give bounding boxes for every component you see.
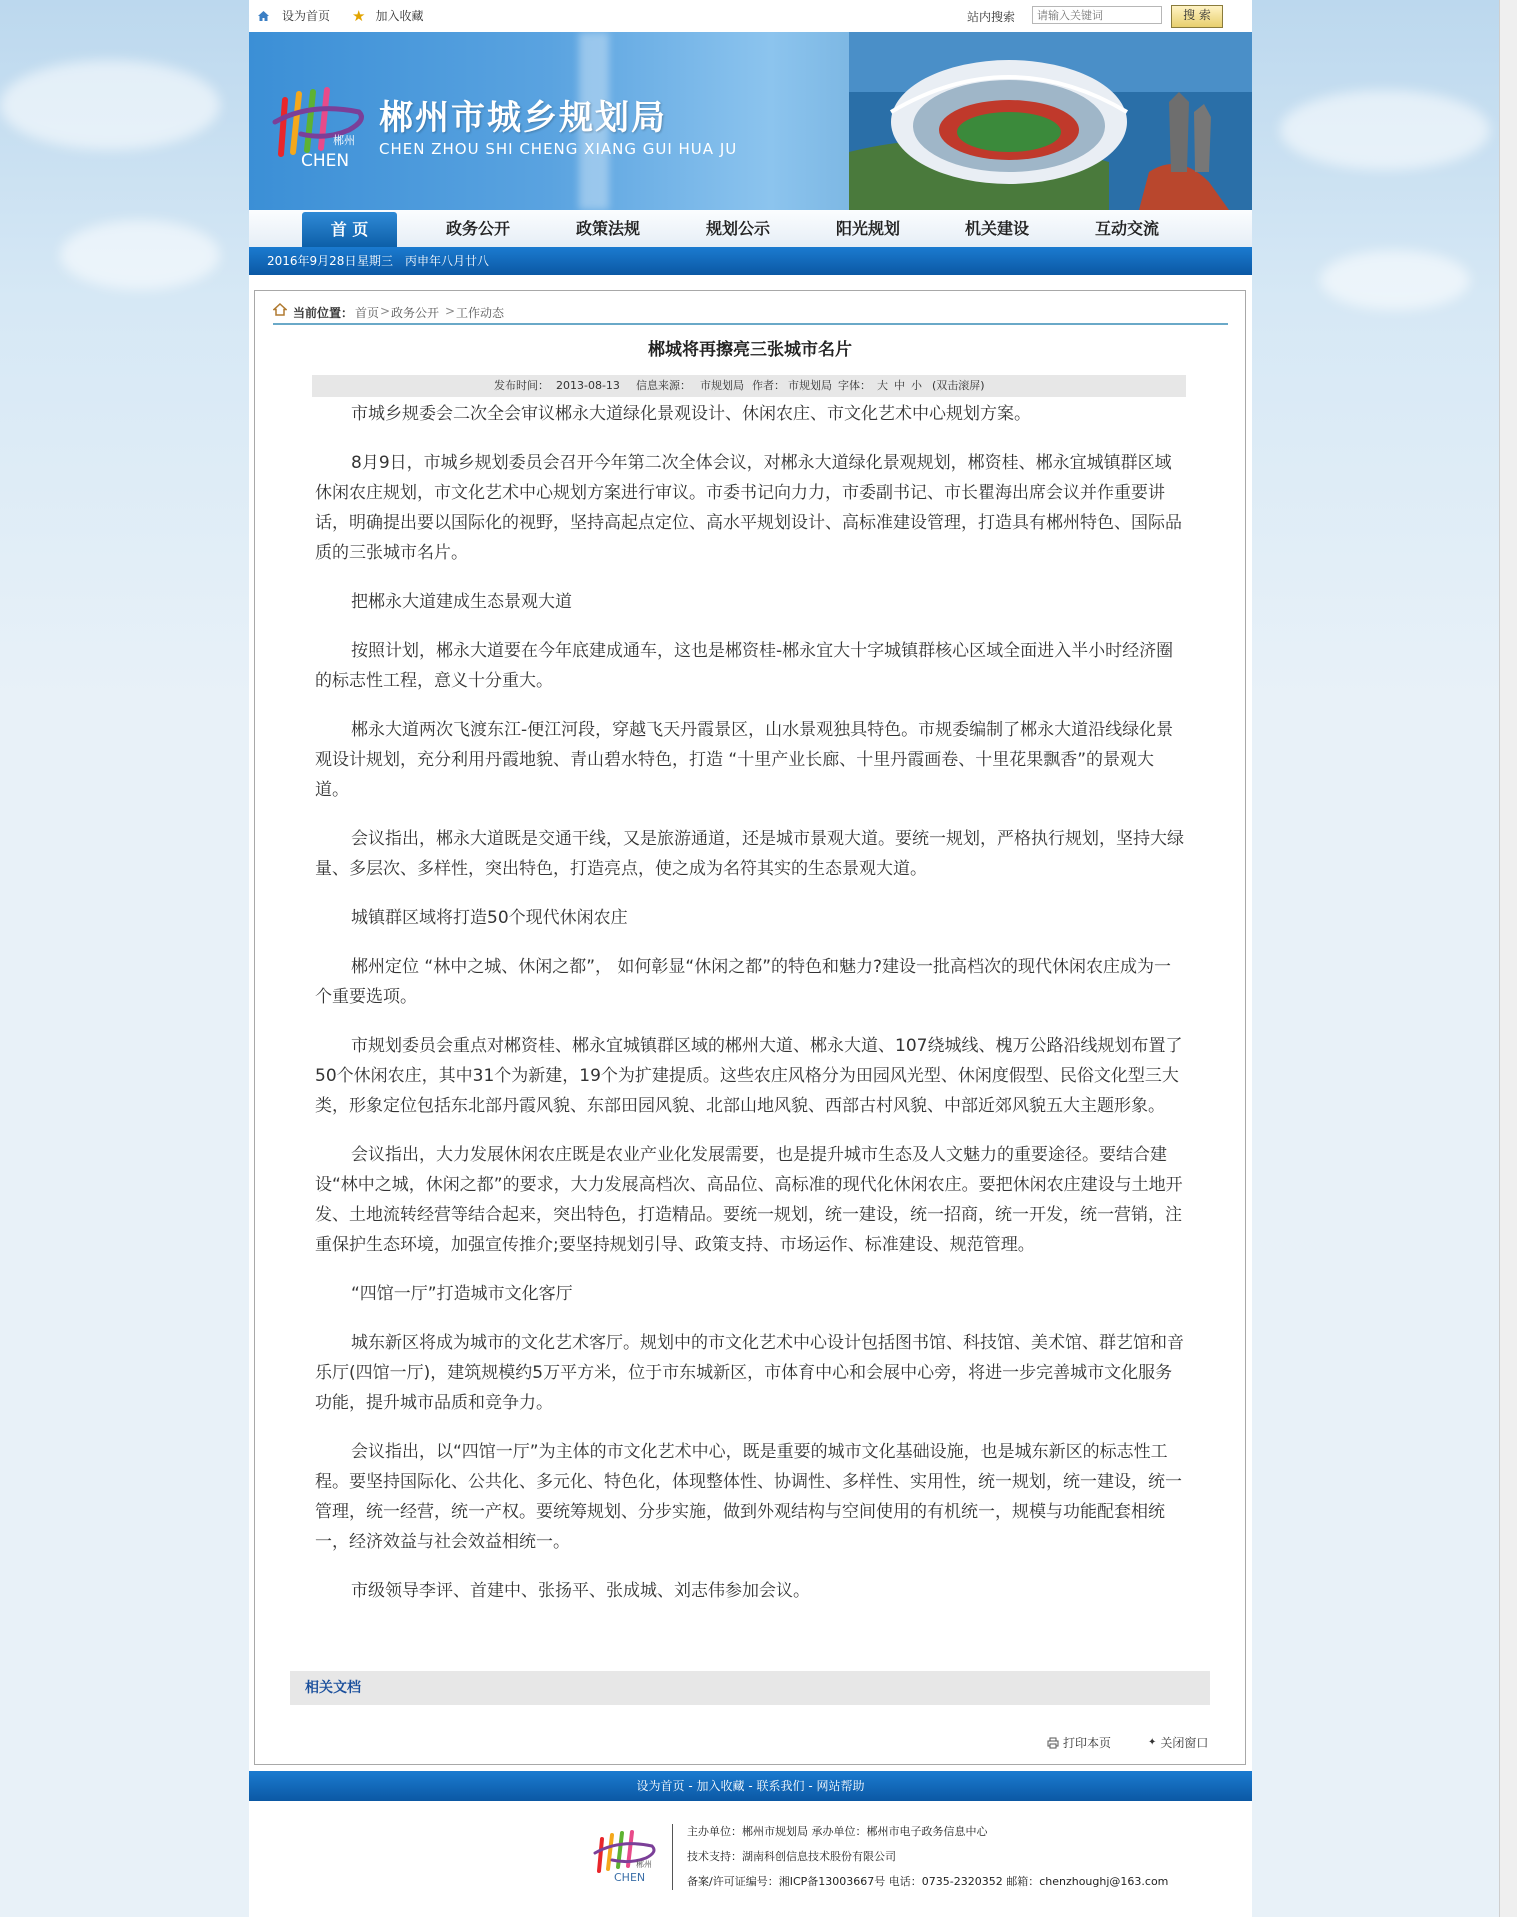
nav-item-policy[interactable]: 政策法规 — [575, 219, 640, 238]
top-bar — [249, 0, 1252, 32]
footer-separator: - — [744, 1779, 757, 1793]
author-label: 作者： — [752, 379, 785, 392]
article-paragraph: 会议指出，大力发展休闲农庄既是农业产业化发展需要，也是提升城市生态及人文魅力的重要途径。要结合建设“林中之城，休闲之都”的要求，大力发展高档次、高品位、高标准的现代化休闲农庄。要把休闲农庄建设与土地开发、土地流转经营等结合起来，突出特色，打造精品。要统一规划，统一建设，统一招商，统一开发，统一营销，注重保护生态环境，加强宣传推介;要坚持规划引导、政策支持、市场运作、标准建设、规范管理。 — [315, 1145, 1183, 1255]
font-size-label: 字体： — [838, 379, 871, 392]
search-label: 站内搜索 — [967, 10, 1016, 24]
set-home-label: 设为首页 — [282, 9, 331, 23]
source-value: 市规划局 — [700, 379, 744, 392]
background-cloud — [0, 60, 220, 150]
source-label: 信息来源： — [636, 379, 691, 392]
main-nav — [249, 210, 1252, 248]
article-meta — [312, 375, 1186, 397]
nav-item-agency-building[interactable]: 机关建设 — [964, 219, 1029, 238]
article-paragraph: 市规划委员会重点对郴资桂、郴永宜城镇群区域的郴州大道、郴永大道、107绕城线、槐万公路沿线规划布置了50个休闲农庄，其中31个为新建，19个为扩建提质。这些农庄风格分为田园风光型、休闲度假型、民俗文化型三大类，形象定位包括东北部丹霞风貌、东部田园风貌、北部山地风貌、西部古村风貌、中部近郊风貌五大主题形象。 — [315, 1036, 1183, 1116]
article-paragraph: 城东新区将成为城市的文化艺术客厅。规划中的市文化艺术中心设计包括图书馆、科技馆、美术馆、群艺馆和音乐厅(四馆一厅)，建筑规模约5万平方米，位于市东城新区，市体育中心和会展中心旁，将进一步完善城市文化服务功能，提升城市品质和竞争力。 — [315, 1333, 1184, 1413]
font-size-large[interactable]: 大 — [877, 379, 888, 392]
footer-separator: - — [804, 1779, 817, 1793]
close-window-label: 关闭窗口 — [1160, 1736, 1209, 1750]
nav-item-interaction[interactable]: 互动交流 — [1094, 219, 1159, 238]
footer-divider — [672, 1824, 673, 1890]
breadcrumb — [273, 297, 1228, 325]
svg-text:CHEN: CHEN — [614, 1871, 646, 1884]
related-documents-header: 相关文档 — [290, 1671, 1210, 1705]
add-favorite-label: 加入收藏 — [375, 9, 424, 23]
footer-separator: - — [684, 1779, 697, 1793]
breadcrumb-separator: > — [445, 304, 456, 318]
article-title: 郴城将再擦亮三张城市名片 — [648, 340, 852, 360]
breadcrumb-work-news[interactable]: 工作动态 — [456, 306, 505, 320]
nav-item-home[interactable]: 首 页 — [302, 212, 397, 247]
site-logo — [271, 82, 371, 172]
article-paragraph: 按照计划，郴永大道要在今年底建成通车，这也是郴资桂-郴永宜大十字城镇群核心区域全面进入半小时经济圈的标志性工程，意义十分重大。 — [315, 641, 1174, 691]
footer-link-set-home[interactable]: 设为首页 — [636, 1779, 685, 1793]
footer-logo — [592, 1827, 662, 1885]
close-window-link[interactable] — [1148, 1734, 1208, 1751]
publish-date: 2013-08-13 — [556, 379, 620, 392]
article-paragraph: 市级领导李评、首建中、张扬平、张成城、刘志伟参加会议。 — [351, 1581, 810, 1601]
background-cloud — [60, 220, 220, 290]
home-icon — [257, 10, 270, 22]
footer-registration: 备案/许可证编号：湘ICP备13003667号 电话：0735-2320352 邮箱：chenzhoughj@163.com — [687, 1875, 1169, 1888]
nav-item-planning-notice[interactable]: 规划公示 — [705, 219, 770, 238]
footer-link-contact[interactable]: 联系我们 — [756, 1779, 805, 1793]
background-cloud — [1280, 90, 1490, 170]
home-icon — [273, 303, 287, 316]
footer-links-bar — [249, 1771, 1252, 1801]
article-paragraph: 8月9日，市城乡规划委员会召开今年第二次全体会议，对郴永大道绿化景观规划，郴资桂、郴永宜城镇群区域休闲农庄规划，市文化艺术中心规划方案进行审议。市委书记向力力，市委副书记、市长瞿海出席会议并作重要讲话，明确提出要以国际化的视野，坚持高起点定位、高水平规划设计、高标准建设管理，打造具有郴州特色、国际品质的三张城市名片。 — [315, 453, 1182, 563]
svg-text:郴州: 郴州 — [636, 1860, 652, 1869]
scrollbar[interactable] — [1499, 0, 1517, 1917]
print-page-link[interactable] — [1047, 1734, 1111, 1751]
svg-text:CHEN: CHEN — [301, 151, 350, 171]
article-subheading: 城镇群区域将打造50个现代休闲农庄 — [351, 908, 628, 928]
article-paragraph: 郴永大道两次飞渡东江-便江河段，穿越飞天丹霞景区，山水景观独具特色。市规委编制了郴永大道沿线绿化景观设计规划，充分利用丹霞地貌、青山碧水特色，打造 “十里产业长廊、十里丹霞画卷、十里花果飘香”的景观大道。 — [315, 720, 1174, 800]
nav-item-gov-info[interactable]: 政务公开 — [445, 219, 510, 238]
article-subheading: 把郴永大道建成生态景观大道 — [351, 592, 572, 612]
article-paragraph: 会议指出，以“四馆一厅”为主体的市文化艺术中心，既是重要的城市文化基础设施，也是城东新区的标志性工程。要坚持国际化、公共化、多元化、特色化，体现整体性、协调性、多样性、实用性，统一规划，统一建设，统一管理，统一经营，统一产权。要统筹规划、分步实施，做到外观结构与空间使用的有机统一，规模与功能配套相统一，经济效益与社会效益相统一。 — [315, 1442, 1182, 1552]
footer-link-help[interactable]: 网站帮助 — [816, 1779, 865, 1793]
svg-text:郴州: 郴州 — [333, 134, 355, 147]
current-weekday: 星期三 — [357, 254, 394, 268]
article-paragraph: 会议指出，郴永大道既是交通干线，又是旅游通道，还是城市景观大道。要统一规划，严格执行规划，坚持大绿量、多层次、多样性，突出特色，打造亮点，使之成为名符其实的生态景观大道。 — [315, 829, 1184, 879]
scroll-hint: (双击滚屏) — [932, 379, 985, 392]
breadcrumb-gov-info[interactable]: 政务公开 — [391, 306, 440, 320]
breadcrumb-separator: > — [380, 304, 391, 318]
background-cloud — [1320, 250, 1470, 310]
printer-icon — [1047, 1737, 1059, 1749]
current-date: 2016年9月28日 — [267, 254, 357, 268]
search-button[interactable]: 搜 索 — [1171, 5, 1223, 28]
footer-tech-support: 技术支持：湖南科创信息技术股份有限公司 — [687, 1850, 896, 1863]
site-title: 郴州市城乡规划局 — [379, 98, 667, 138]
footer-host-info: 主办单位：郴州市规划局 承办单位：郴州市电子政务信息中心 — [687, 1825, 988, 1838]
add-favorite-link[interactable] — [352, 8, 423, 24]
search-input[interactable] — [1032, 6, 1162, 24]
footer-link-favorite[interactable]: 加入收藏 — [696, 1779, 745, 1793]
author-value: 市规划局 — [788, 379, 832, 392]
article-body — [315, 399, 1187, 1625]
date-bar — [249, 247, 1252, 275]
print-page-label: 打印本页 — [1063, 1736, 1112, 1750]
stadium-illustration — [849, 32, 1252, 210]
article-subheading: “四馆一厅”打造城市文化客厅 — [351, 1284, 573, 1304]
font-size-medium[interactable]: 中 — [894, 379, 905, 392]
content-frame — [254, 290, 1246, 1765]
font-size-small[interactable]: 小 — [911, 379, 922, 392]
article-paragraph: 市城乡规委会二次全会审议郴永大道绿化景观设计、休闲农庄、市文化艺术中心规划方案。 — [351, 404, 1031, 424]
star-icon: ★ — [352, 7, 366, 25]
page-container — [249, 0, 1252, 1917]
site-banner — [249, 32, 1252, 210]
lunar-date: 丙申年八月廿八 — [405, 254, 490, 268]
breadcrumb-label: 当前位置： — [293, 306, 354, 320]
breadcrumb-home[interactable]: 首页 — [355, 306, 380, 320]
set-home-link[interactable] — [257, 8, 330, 24]
publish-label: 发布时间： — [494, 379, 549, 392]
close-icon: ✦ — [1148, 1737, 1157, 1748]
footer-info — [687, 1819, 1168, 1894]
nav-item-sunshine-planning[interactable]: 阳光规划 — [835, 219, 900, 238]
site-title-pinyin: CHEN ZHOU SHI CHENG XIANG GUI HUA JU — [379, 140, 738, 158]
article-paragraph: 郴州定位 “林中之城、休闲之都”， 如何彰显“休闲之都”的特色和魅力?建设一批高档次的现代休闲农庄成为一个重要选项。 — [315, 957, 1172, 1007]
